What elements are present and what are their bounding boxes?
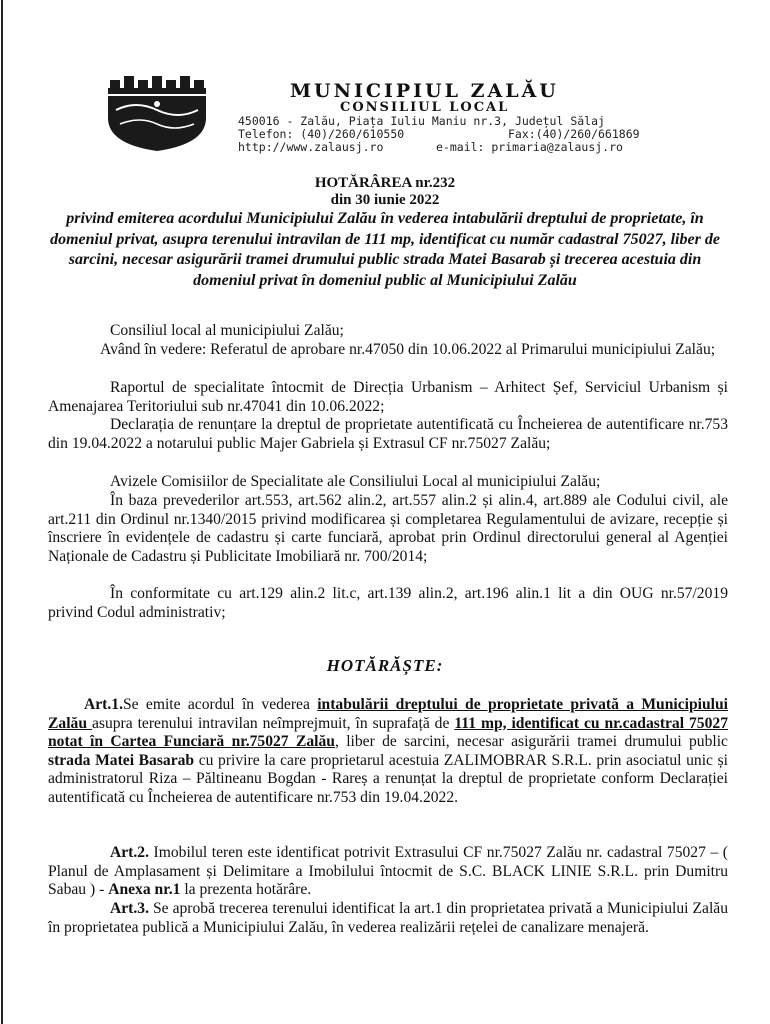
preamble-2: Având în vedere: Referatul de aprobare nr.47050 din 10.06.2022 al Primarului municipiului Zalău; (100, 341, 716, 358)
decision-date: din 30 iunie 2022 (330, 192, 440, 208)
article-2 (48, 844, 728, 900)
article-2-text-a: Imobilul teren este identificat potrivit Extrasului CF nr.75027 Zalău nr. cadastral 75027 – ( Planul de Amplasament și Delimitare a Imobilului întocmit de S.C. BLACK LINIE S.R.L. prin Dumitru Sabau ) - (48, 844, 728, 899)
preamble-7: În conformitate cu art.129 alin.2 lit.c, art.139 alin.2, art.196 alin.1 lit a din OUG nr.57/2019 privind Codul administrativ; (48, 585, 728, 621)
article-3 (48, 900, 728, 937)
article-1-text-b: asupra terenului intravilan neîmprejmuit, în suprafață de (91, 714, 455, 732)
preamble-1: Consiliul local al municipiului Zalău; (110, 322, 344, 339)
decision-number: HOTĂRÂREA nr.232 (314, 175, 456, 191)
article-1-label: Art.1. (84, 696, 123, 713)
letterhead-subtitle: CONSILIUL LOCAL (340, 100, 510, 115)
phone-text: Telefon: (40)/260/610550 (238, 127, 405, 141)
preamble-4: Declarația de renunțare la dreptul de proprietate autentificată cu Încheierea de autentificare nr.753 din 19.04.2022 a notarului public Majer Gabriela și Extrasul CF nr.75027 Zalău; (48, 416, 728, 452)
article-3-label: Art.3. (110, 900, 149, 917)
article-2-label: Art.2. (110, 844, 149, 861)
article-1-street: strada Matei Basarab (48, 751, 195, 769)
letterhead-title: MUNICIPIUL ZALĂU (290, 80, 559, 102)
article-3-text: Se aprobă trecerea terenului identificat la art.1 din proprietatea privată a Municipiului Zalău în proprietatea publică a Municipiului Zalău, în vederea realizării rețelei de canalizare menajeră. (48, 900, 728, 936)
address-text: 450016 - Zalău, Piața Iuliu Maniu nr.3, Județul Sălaj (238, 114, 605, 128)
decides-heading: HOTĂRĂȘTE: (326, 656, 444, 675)
article-1-emphasis-a: intabulării dreptului de proprietate privată a Municipiului Zalău (48, 696, 728, 732)
email-text: e-mail: primaria@zalausj.ro (436, 140, 623, 154)
fax-text: Fax:(40)/260/661869 (508, 127, 640, 141)
article-1-text-d: cu privire la care proprietarul acestuia ZALIMOBRAR S.R.L. prin asociatul unic și administratorul Riza – Păltineanu Bogdan - Rareș a renunțat la dreptul de proprietate conform Declarației autentificată cu Încheierea de autentificare nr.753 din 19.04.2022. (48, 751, 728, 806)
website-text: http://www.zalausj.ro (238, 140, 384, 154)
preamble-6: În baza prevederilor art.553, art.562 alin.2, art.557 alin.2 și alin.4, art.889 ale Codului civil, ale art.211 din Ordinul nr.1340/2015 privind modificarea și completarea Regulamentului de avizare, recepție și înscriere în evidențele de cadastru și carte funciară, aprobat prin Ordinul directorului general al Agenției Naționale de Cadastru și Publicitate Imobiliară nr. 700/2014; (48, 492, 728, 565)
coat-of-arms-icon (106, 76, 226, 152)
article-1-text-c: , liber de sarcini, necesar asigurării tramei drumului public (334, 733, 728, 751)
preamble-5: Avizele Comisiilor de Specialitate ale Consiliului Local al municipiului Zalău; (110, 473, 601, 490)
preamble-3: Raportul de specialitate întocmit de Direcția Urbanism – Arhitect Șef, Serviciul Urbanism și Amenajarea Teritoriului sub nr.47041 din 10.06.2022; (48, 379, 728, 415)
article-2-text-b: la prezenta hotărâre. (180, 881, 312, 899)
article-1-text-a: Se emite acordul în vederea (122, 696, 318, 713)
scan-edge-line (1, 0, 3, 1024)
article-1 (48, 696, 728, 808)
article-2-annex: Anexa nr.1 (108, 881, 181, 899)
article-1-emphasis-b: 111 mp, identificat cu nr.cadastral 75027 notat în Cartea Funciară nr.75027 Zalău (48, 714, 728, 751)
decision-subject: privind emiterea acordului Municipiului Zalău în vederea intabulării dreptului de proprietate, în domeniul privat, asupra terenului intravilan de 111 mp, identificat cu număr cadastral 75027, liber de sarcini, necesar asigurării tramei drumului public strada Matei Basarab și trecerea acestuia din domeniul privat în domeniul public al Municipiului Zalău (50, 210, 720, 289)
